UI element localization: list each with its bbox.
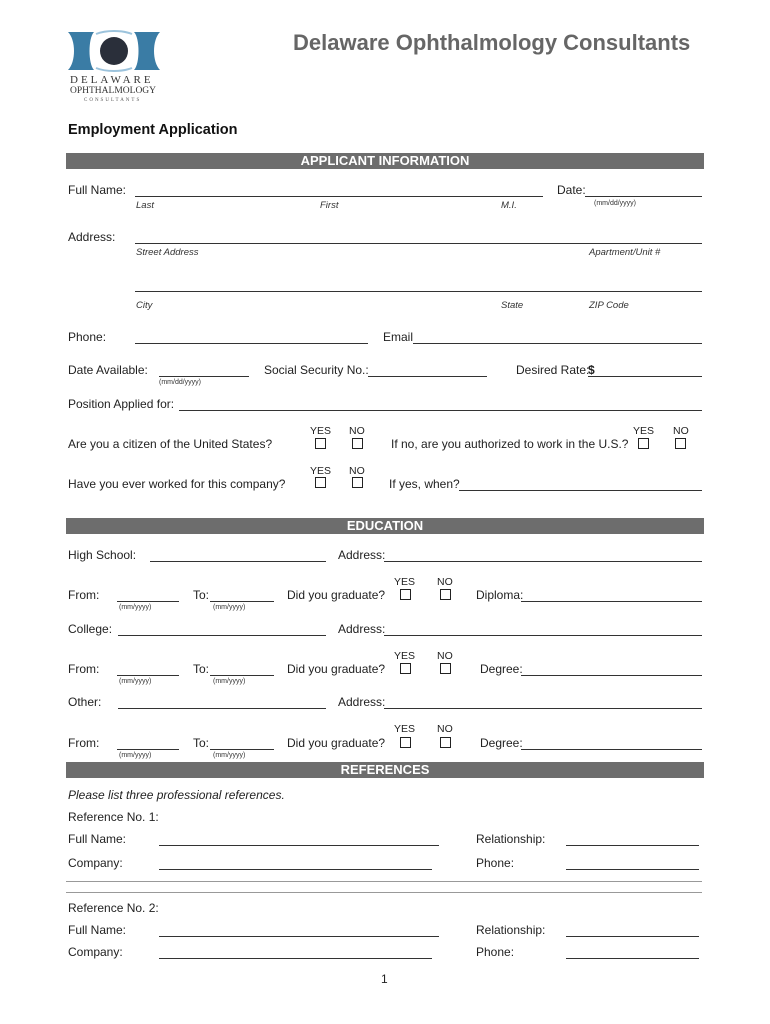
diploma-input[interactable] (521, 601, 702, 602)
education-section-header: EDUCATION (66, 518, 704, 534)
position-input[interactable] (179, 410, 702, 411)
ref2-full-name-input[interactable] (159, 936, 439, 937)
email-label: Email (383, 330, 414, 344)
separator (66, 881, 702, 893)
ref2-full-name-label: Full Name: (68, 923, 127, 937)
other-label: Other: (68, 695, 102, 709)
ref2-phone-label: Phone: (476, 945, 515, 959)
city-caption: City (136, 300, 153, 311)
hs-from-format: (mm/yyyy) (119, 604, 152, 611)
other-degree-input[interactable] (521, 749, 702, 750)
other-to-input[interactable] (210, 749, 274, 750)
citizen-yes-checkbox[interactable] (315, 438, 326, 449)
ref1-company-label: Company: (68, 856, 123, 870)
when-label: If yes, when? (389, 477, 460, 491)
hs-to-label: To: (193, 588, 210, 602)
company-name: Delaware Ophthalmology Consultants (293, 30, 691, 55)
date-available-input[interactable] (159, 376, 249, 377)
authorized-yes-checkbox[interactable] (638, 438, 649, 449)
authorized-question: If no, are you authorized to work in the U.S.? (391, 437, 629, 451)
other-from-label: From: (68, 736, 100, 750)
dollar-sign: $ (588, 363, 595, 377)
citizen-no-label: NO (349, 425, 365, 437)
ref2-relationship-label: Relationship: (476, 923, 546, 937)
date-available-format: (mm/dd/yyyy) (159, 379, 201, 386)
first-caption: First (320, 200, 339, 211)
other-from-input[interactable] (117, 749, 179, 750)
college-input[interactable] (118, 635, 326, 636)
logo-line2: OPHTHALMOLOGY (70, 86, 157, 96)
when-input[interactable] (459, 490, 702, 491)
high-school-input[interactable] (150, 561, 326, 562)
address-label: Address: (68, 230, 116, 244)
ref1-full-name-label: Full Name: (68, 832, 127, 846)
college-no-label: NO (437, 650, 453, 662)
hs-to-format: (mm/yyyy) (213, 604, 246, 611)
hs-no-label: NO (437, 576, 453, 588)
other-no-label: NO (437, 723, 453, 735)
form-title: Employment Application (68, 122, 238, 138)
other-address-label: Address: (338, 695, 386, 709)
logo-icon (66, 28, 162, 74)
other-no-checkbox[interactable] (440, 737, 451, 748)
ref2-company-label: Company: (68, 945, 123, 959)
ref2-heading: Reference No. 2: (68, 901, 159, 915)
other-to-format: (mm/yyyy) (213, 752, 246, 759)
ref1-phone-label: Phone: (476, 856, 515, 870)
college-graduate-question: Did you graduate? (287, 662, 386, 676)
high-school-label: High School: (68, 548, 137, 562)
worked-yes-checkbox[interactable] (315, 477, 326, 488)
street-input[interactable] (135, 243, 702, 244)
full-name-label: Full Name: (68, 183, 127, 197)
street-caption: Street Address (136, 247, 199, 258)
college-to-input[interactable] (210, 675, 274, 676)
worked-no-checkbox[interactable] (352, 477, 363, 488)
full-name-input[interactable] (135, 196, 543, 197)
hs-to-input[interactable] (210, 601, 274, 602)
phone-input[interactable] (135, 343, 368, 344)
applicant-section-header: APPLICANT INFORMATION (66, 153, 704, 169)
page-number: 1 (381, 972, 388, 986)
college-degree-label: Degree: (480, 662, 523, 676)
mi-caption: M.I. (501, 200, 517, 211)
hs-yes-checkbox[interactable] (400, 589, 411, 600)
ref1-heading: Reference No. 1: (68, 810, 159, 824)
hs-address-label: Address: (338, 548, 386, 562)
apt-caption: Apartment/Unit # (589, 247, 661, 258)
hs-from-input[interactable] (117, 601, 179, 602)
state-caption: State (501, 300, 524, 311)
college-from-input[interactable] (117, 675, 179, 676)
ref2-relationship-input[interactable] (566, 936, 699, 937)
other-address-input[interactable] (384, 708, 702, 709)
college-from-format: (mm/yyyy) (119, 678, 152, 685)
college-from-label: From: (68, 662, 100, 676)
logo-line3: CONSULTANTS (84, 98, 142, 103)
date-available-label: Date Available: (68, 363, 148, 377)
hs-no-checkbox[interactable] (440, 589, 451, 600)
other-graduate-question: Did you graduate? (287, 736, 386, 750)
college-address-input[interactable] (384, 635, 702, 636)
hs-yes-label: YES (394, 576, 416, 588)
diploma-label: Diploma: (476, 588, 524, 602)
worked-no-label: NO (349, 465, 365, 477)
hs-address-input[interactable] (384, 561, 702, 562)
city-input[interactable] (135, 291, 702, 292)
college-no-checkbox[interactable] (440, 663, 451, 674)
ref1-relationship-label: Relationship: (476, 832, 546, 846)
hs-graduate-question: Did you graduate? (287, 588, 386, 602)
other-yes-label: YES (394, 723, 416, 735)
references-instruction: Please list three professional references. (68, 788, 285, 802)
ssn-input[interactable] (368, 376, 487, 377)
authorized-yes-label: YES (633, 425, 655, 437)
ref1-company-input[interactable] (159, 869, 432, 870)
authorized-no-label: NO (673, 425, 689, 437)
college-address-label: Address: (338, 622, 386, 636)
desired-rate-input[interactable] (588, 376, 702, 377)
other-yes-checkbox[interactable] (400, 737, 411, 748)
logo-line1: DELAWARE (70, 74, 154, 86)
date-label: Date: (557, 183, 586, 197)
other-from-format: (mm/yyyy) (119, 752, 152, 759)
college-yes-label: YES (394, 650, 416, 662)
zip-caption: ZIP Code (589, 300, 629, 311)
worked-yes-label: YES (310, 465, 332, 477)
college-to-format: (mm/yyyy) (213, 678, 246, 685)
ref1-relationship-input[interactable] (566, 845, 699, 846)
phone-label: Phone: (68, 330, 107, 344)
ref1-phone-input[interactable] (566, 869, 699, 870)
college-degree-input[interactable] (521, 675, 702, 676)
citizen-no-checkbox[interactable] (352, 438, 363, 449)
email-input[interactable] (413, 343, 702, 344)
hs-from-label: From: (68, 588, 100, 602)
last-caption: Last (136, 200, 154, 211)
worked-question: Have you ever worked for this company? (68, 477, 286, 491)
other-degree-label: Degree: (480, 736, 523, 750)
citizen-question: Are you a citizen of the United States? (68, 437, 273, 451)
date-input[interactable] (585, 196, 702, 197)
ssn-label: Social Security No.: (264, 363, 369, 377)
college-to-label: To: (193, 662, 210, 676)
company-logo (66, 28, 162, 106)
college-label: College: (68, 622, 113, 636)
college-yes-checkbox[interactable] (400, 663, 411, 674)
other-to-label: To: (193, 736, 210, 750)
ref2-company-input[interactable] (159, 958, 432, 959)
citizen-yes-label: YES (310, 425, 332, 437)
ref1-full-name-input[interactable] (159, 845, 439, 846)
date-format: (mm/dd/yyyy) (594, 200, 636, 207)
desired-rate-label: Desired Rate: (516, 363, 590, 377)
ref2-phone-input[interactable] (566, 958, 699, 959)
authorized-no-checkbox[interactable] (675, 438, 686, 449)
references-section-header: REFERENCES (66, 762, 704, 778)
position-label: Position Applied for: (68, 397, 175, 411)
other-input[interactable] (118, 708, 326, 709)
